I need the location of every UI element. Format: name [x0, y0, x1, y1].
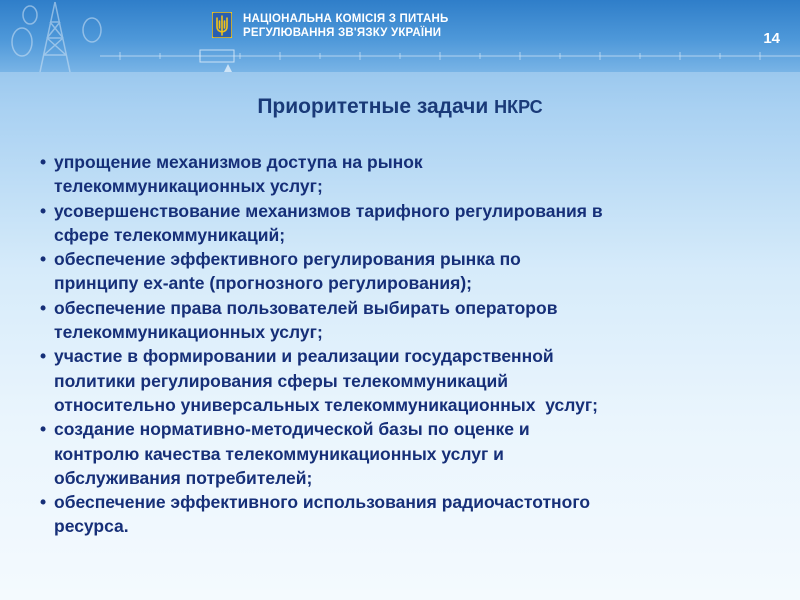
bullet: • [40, 419, 47, 440]
task-item [38, 490, 783, 539]
task-line: участие в формировании и реализации государственной [54, 346, 554, 367]
bullet: • [40, 297, 47, 318]
task-line: обслуживания потребителей; [54, 467, 313, 488]
task-line: принципу ex-ante (прогнозного регулирования); [54, 273, 472, 294]
slide-title [0, 95, 800, 119]
task-line: контролю качества телекоммуникационных услуг и [54, 443, 504, 464]
task-line: обеспечение эффективного использования радиочастотного [54, 492, 591, 513]
task-line: упрощение механизмов доступа на рынок [54, 152, 423, 172]
task-item [38, 199, 783, 248]
slide-title-main: Приоритетные задачи [257, 95, 489, 118]
slide-header [0, 0, 800, 72]
trident-icon [212, 12, 232, 38]
task-item [38, 417, 783, 490]
bullet: • [40, 152, 47, 172]
task-item [38, 150, 783, 199]
task-line: усовершенствование механизмов тарифного регулирования в [54, 200, 603, 221]
task-line: политики регулирования сферы телекоммуникаций [54, 370, 508, 391]
bullet: • [40, 492, 47, 513]
task-line: обеспечение эффективного регулирования рынка по [54, 249, 521, 270]
task-line: создание нормативно-методической базы по оценке и [54, 419, 530, 440]
commission-name [243, 12, 448, 40]
frequency-scale-decoration [100, 46, 800, 72]
commission-name-line2: РЕГУЛЮВАННЯ ЗВ'ЯЗКУ УКРАЇНИ [243, 27, 442, 39]
task-line: относительно универсальных телекоммуникационных услуг; [54, 394, 598, 415]
task-item [38, 296, 783, 345]
page-number: 14 [763, 30, 780, 47]
slide-title-abbr: НКРС [494, 97, 543, 117]
task-line: сфере телекоммуникаций; [54, 224, 286, 245]
bullet: • [40, 346, 47, 367]
task-line: обеспечение права пользователей выбирать операторов [54, 297, 558, 318]
bullet: • [40, 200, 47, 221]
task-item [38, 344, 783, 417]
task-list [38, 150, 783, 539]
task-line: ресурса. [54, 516, 129, 537]
task-item [38, 247, 783, 296]
bullet: • [40, 249, 47, 270]
commission-name-line1: НАЦІОНАЛЬНА КОМІСІЯ З ПИТАНЬ [243, 13, 449, 25]
task-line: телекоммуникационных услуг; [54, 322, 323, 343]
task-line: телекоммуникационных услуг; [54, 176, 323, 197]
